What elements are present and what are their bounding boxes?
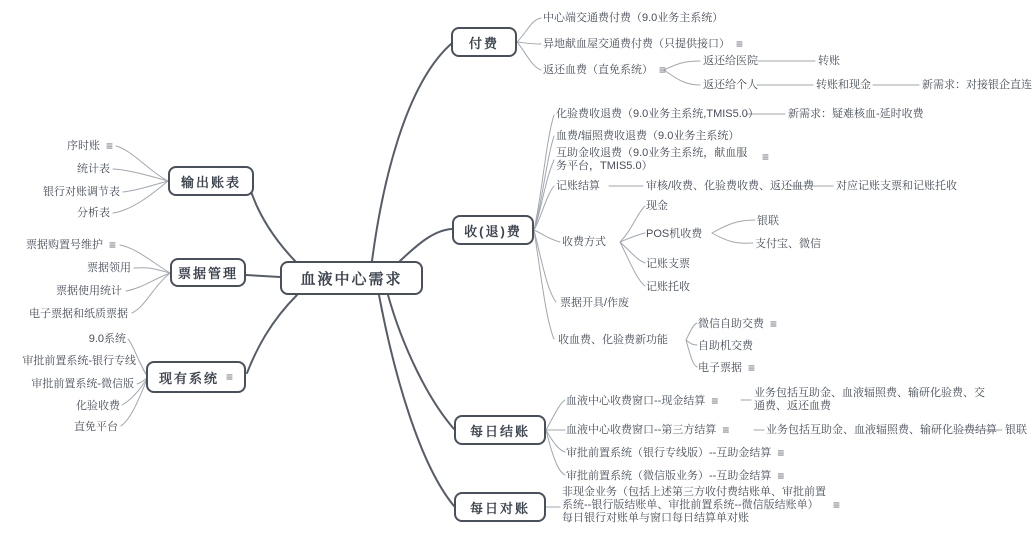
central-topic-label: 血液中心需求 (300, 270, 403, 288)
topic-ticket-usage-stats[interactable] (56, 284, 122, 298)
topic-third-party-note[interactable] (766, 423, 997, 437)
topic-label: 自助机交费 (698, 340, 753, 352)
topic-daily-check-note[interactable] (562, 486, 840, 525)
branch-daily-check[interactable] (454, 492, 546, 522)
topic-label: 新需求：疑难核血-延时收费 (788, 108, 924, 120)
topic-refund-to-person[interactable] (703, 78, 758, 92)
topic-cash-window-note[interactable] (754, 387, 989, 413)
topic-label: 直免平台 (74, 421, 118, 433)
topic-label: 业务包括互助金、血液辐照费、输研化验费结算 (766, 424, 997, 436)
central-topic[interactable] (280, 261, 423, 295)
branch-existing-systems[interactable] (146, 361, 246, 393)
topic-label: 血液中心收费窗口--现金结算 (566, 395, 706, 407)
topic-label: 统计表 (77, 163, 110, 175)
topic-pay-methods[interactable] (562, 235, 606, 249)
branch-label: 票据管理 (177, 266, 238, 281)
notes-icon[interactable]: ≡ (762, 150, 770, 164)
topic-label: 记账支票 (646, 258, 690, 270)
topic-account-check[interactable] (646, 257, 690, 271)
notes-icon[interactable]: ≡ (659, 63, 667, 77)
branch-label: 现有系统 (158, 370, 219, 386)
notes-icon[interactable]: ≡ (105, 139, 113, 153)
topic-label: 非现金业务（包括上述第三方收付费结账单、审批前置系统--银行版结账单、审批前置系统--微信版结账单）每日银行对账单与窗口每日结算单对账 (562, 486, 826, 524)
topic-label: 对应记账支票和记账托收 (836, 180, 957, 192)
topic-remote-traffic-pay[interactable] (543, 37, 743, 51)
topic-label: 审批前置系统（银行专线版）--互助金结算 (566, 447, 772, 459)
notes-icon[interactable]: ≡ (736, 37, 744, 51)
topic-label: 现金 (646, 200, 668, 212)
branch-charge[interactable] (452, 215, 534, 245)
notes-icon[interactable]: ≡ (226, 370, 234, 384)
topic-label: 记账托收 (646, 281, 690, 293)
topic-bookkeeping-settle[interactable] (556, 179, 600, 193)
topic-label: 序时账 (66, 140, 100, 152)
topic-label: 化验费收退费（9.0业务主系统,TMIS5.0） (556, 108, 759, 120)
branch-pay[interactable] (451, 27, 517, 57)
topic-label: 审批前置系统（微信版业务）--互助金结算 (566, 470, 772, 482)
branch-label: 收(退)费 (464, 223, 522, 239)
topic-analysis-table[interactable] (77, 206, 110, 220)
topic-unionpay[interactable] (757, 214, 779, 228)
topic-label: 异地献血屋交通费付费（只提供接口） (543, 38, 730, 50)
topic-label: 返还血费（直免系统） (543, 64, 653, 76)
topic-label: 互助金收退费（9.0业务主系统，献血服务平台，TMIS5.0） (556, 147, 748, 172)
topic-lab-fee-new-req[interactable] (788, 107, 924, 121)
topic-person-transfer-cash[interactable] (816, 78, 871, 92)
topic-ticket-purchase-no[interactable] (26, 238, 116, 252)
topic-refund-to-hospital[interactable] (703, 54, 758, 68)
topic-approval-bank-settle[interactable] (566, 446, 784, 460)
topic-label: 审核/收费、化验费收费、返还血费 (646, 180, 815, 192)
notes-icon[interactable]: ≡ (108, 238, 116, 252)
topic-third-party-settle[interactable] (566, 423, 729, 437)
notes-icon[interactable]: ≡ (711, 394, 719, 408)
topic-center-traffic-pay[interactable] (543, 11, 723, 25)
topic-direct-free-platform[interactable] (74, 420, 118, 434)
topic-label: 9.0系统 (88, 333, 126, 345)
topic-label: 转账和现金 (816, 79, 871, 91)
topic-label: 分析表 (77, 207, 110, 219)
topic-approval-wechat-settle[interactable] (566, 469, 784, 483)
topic-approval-wechat[interactable] (31, 377, 134, 391)
topic-label: 化验收费 (76, 400, 120, 412)
notes-icon[interactable]: ≡ (748, 361, 756, 375)
topic-label: 返还给医院 (703, 55, 758, 67)
topic-label: 新需求：对接银企直连 (922, 79, 1032, 91)
topic-bookkeeping-detail[interactable] (646, 179, 814, 193)
topic-bookkeeping-note[interactable] (836, 179, 957, 193)
topic-blood-fee-refund[interactable] (556, 129, 739, 143)
topic-lab-fee-refund[interactable] (556, 107, 759, 121)
topic-e-ticket[interactable] (698, 361, 755, 375)
notes-icon[interactable]: ≡ (777, 446, 785, 460)
topic-label: 银联 (757, 215, 779, 227)
topic-bank-reconciliation[interactable] (43, 185, 120, 199)
topic-hospital-transfer[interactable] (818, 54, 840, 68)
topic-label: 审批前置系统-银行专线 (22, 355, 136, 367)
topic-pos-charge[interactable] (646, 227, 702, 241)
topic-mutual-fund-refund[interactable] (556, 147, 769, 173)
branch-ticket-mgmt[interactable] (170, 258, 246, 287)
topic-third-party-unionpay[interactable] (1005, 423, 1027, 437)
topic-new-features[interactable] (558, 333, 668, 347)
topic-label: 银联 (1005, 424, 1027, 436)
topic-system-9[interactable] (89, 332, 126, 346)
topic-alipay-wechat[interactable] (755, 237, 821, 251)
topic-lab-charge-system[interactable] (76, 399, 120, 413)
topic-label: 电子票据和纸质票据 (29, 308, 128, 320)
topic-label: POS机收费 (646, 228, 703, 240)
topic-label: 血费/辐照费收退费（9.0业务主系统） (556, 130, 740, 142)
topic-statistics-table[interactable] (77, 162, 110, 176)
branch-label: 输出账表 (180, 174, 241, 190)
branch-label: 每日对账 (469, 500, 530, 516)
topic-wechat-self-pay[interactable] (698, 317, 777, 331)
topic-kiosk-pay[interactable] (698, 339, 753, 353)
topic-label: 票据使用统计 (56, 285, 122, 297)
topic-label: 中心端交通费付费（9.0业务主系统） (543, 12, 724, 24)
topic-ticket-receive[interactable] (87, 261, 131, 275)
topic-new-req-bank-direct[interactable] (922, 78, 1032, 92)
topic-approval-bank-line[interactable] (22, 354, 136, 368)
topic-account-collect[interactable] (646, 280, 690, 294)
branch-label: 付费 (468, 35, 499, 51)
branch-output-reports[interactable] (168, 166, 254, 196)
topic-label: 业务包括互助金、血液辐照费、输研化验费、交通费、返还血费 (754, 387, 985, 412)
branch-daily-settle[interactable] (454, 415, 546, 445)
topic-label: 审批前置系统-微信版 (31, 378, 134, 390)
topic-label: 微信自助交费 (698, 318, 764, 330)
topic-label: 电子票据 (698, 362, 742, 374)
topic-label: 记账结算 (556, 180, 600, 192)
topic-label: 血液中心收费窗口--第三方结算 (566, 424, 717, 436)
topic-label: 银行对账调节表 (43, 186, 120, 198)
topic-label: 收费方式 (562, 236, 606, 248)
topic-label: 票据购置号维护 (25, 239, 103, 251)
topic-label: 支付宝、微信 (755, 238, 821, 250)
topic-invoice-void[interactable] (560, 296, 629, 310)
topic-sequential-ledger[interactable] (67, 139, 113, 153)
notes-icon[interactable]: ≡ (833, 498, 841, 513)
topic-cash[interactable] (646, 199, 668, 213)
notes-icon[interactable]: ≡ (722, 423, 730, 437)
topic-cash-window-settle[interactable] (566, 394, 718, 408)
topic-electronic-paper-ticket[interactable] (29, 307, 128, 321)
topic-label: 返还给个人 (703, 79, 758, 91)
topic-label: 票据开具/作废 (560, 297, 630, 309)
notes-icon[interactable]: ≡ (777, 469, 785, 483)
topic-label: 票据领用 (87, 262, 131, 274)
topic-label: 转账 (818, 55, 840, 67)
branch-label: 每日结账 (469, 423, 530, 439)
notes-icon[interactable]: ≡ (770, 317, 778, 331)
topic-label: 收血费、化验费新功能 (558, 334, 668, 346)
topic-refund-blood-fee[interactable] (543, 63, 666, 77)
